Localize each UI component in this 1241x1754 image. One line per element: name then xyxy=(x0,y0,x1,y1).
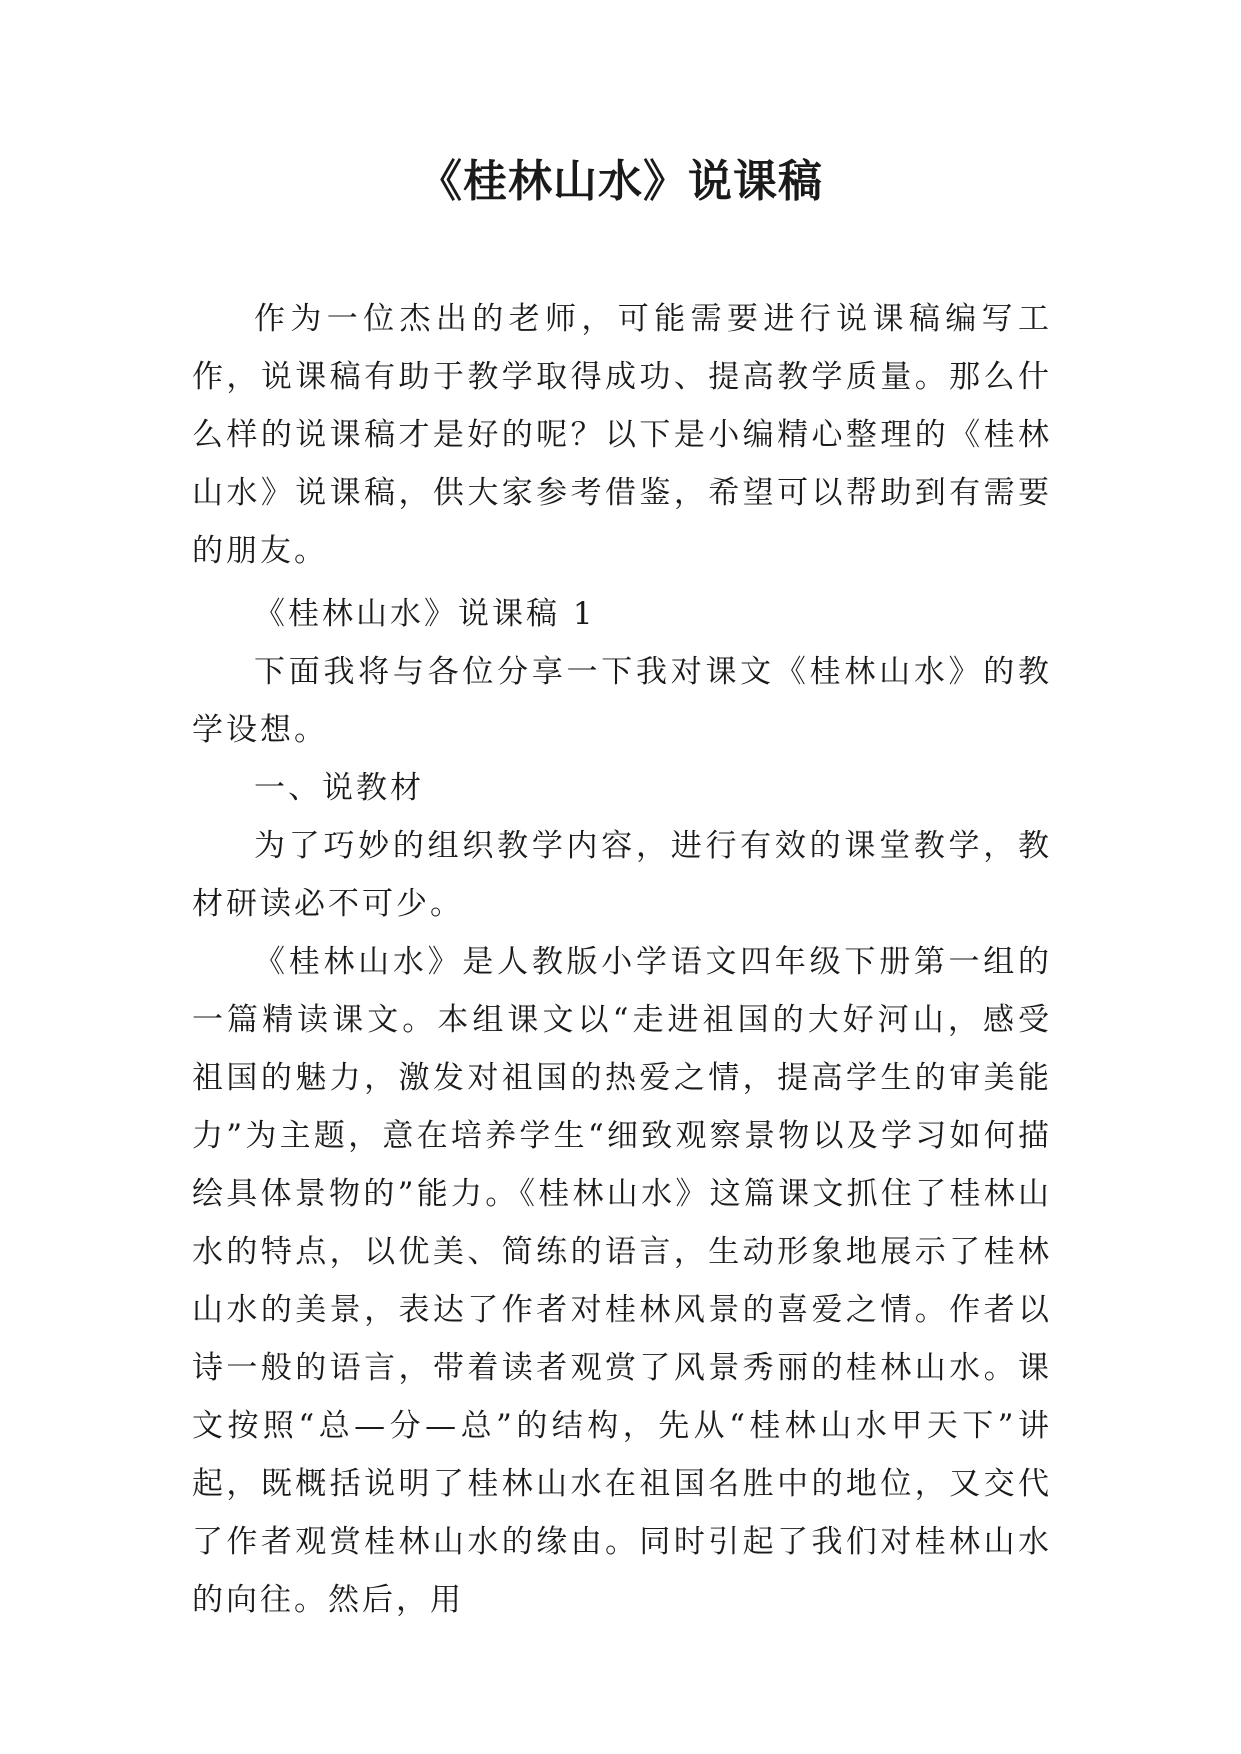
intro-paragraph: 作为一位杰出的老师，可能需要进行说课稿编写工作，说课稿有助于教学取得成功、提高教学质量。那么什么样的说课稿才是好的呢？以下是小编精心整理的《桂林山水》说课稿，供大家参考借鉴，希望可以帮助到有需要的朋友。 xyxy=(192,301,1052,569)
page-title: 《桂林山水》说课稿 xyxy=(418,156,823,207)
main-block xyxy=(192,585,1052,1629)
section-heading-jiaocai: 一、说教材 xyxy=(254,770,424,806)
paragraph-3: 《桂林山水》是人教版小学语文四年级下册第一组的一篇精读课文。本组课文以“走进祖国的大好河山，感受祖国的魅力，激发对祖国的热爱之情，提高学生的审美能力”为主题，意在培养学生“细致观察景物以及学习如何描绘具体景物的”能力。《桂林山水》这篇课文抓住了桂林山水的特点，以优美、简练的语言，生动形象地展示了桂林山水的美景，表达了作者对桂林风景的喜爱之情。作者以诗一般的语言，带着读者观赏了风景秀丽的桂林山水。课文按照“总—分—总”的结构，先从“桂林山水甲天下”讲起，既概括说明了桂林山水在祖国名胜中的地位，又交代了作者观赏桂林山水的缘由。同时引起了我们对桂林山水的向往。然后，用 xyxy=(192,944,1052,1618)
intro-block xyxy=(192,290,1052,580)
paragraph-1: 下面我将与各位分享一下我对课文《桂林山水》的教学设想。 xyxy=(192,654,1052,748)
section-title: 《桂林山水》说课稿 1 xyxy=(254,596,596,632)
paragraph-2: 为了巧妙的组织教学内容，进行有效的课堂教学，教材研读必不可少。 xyxy=(192,828,1052,922)
